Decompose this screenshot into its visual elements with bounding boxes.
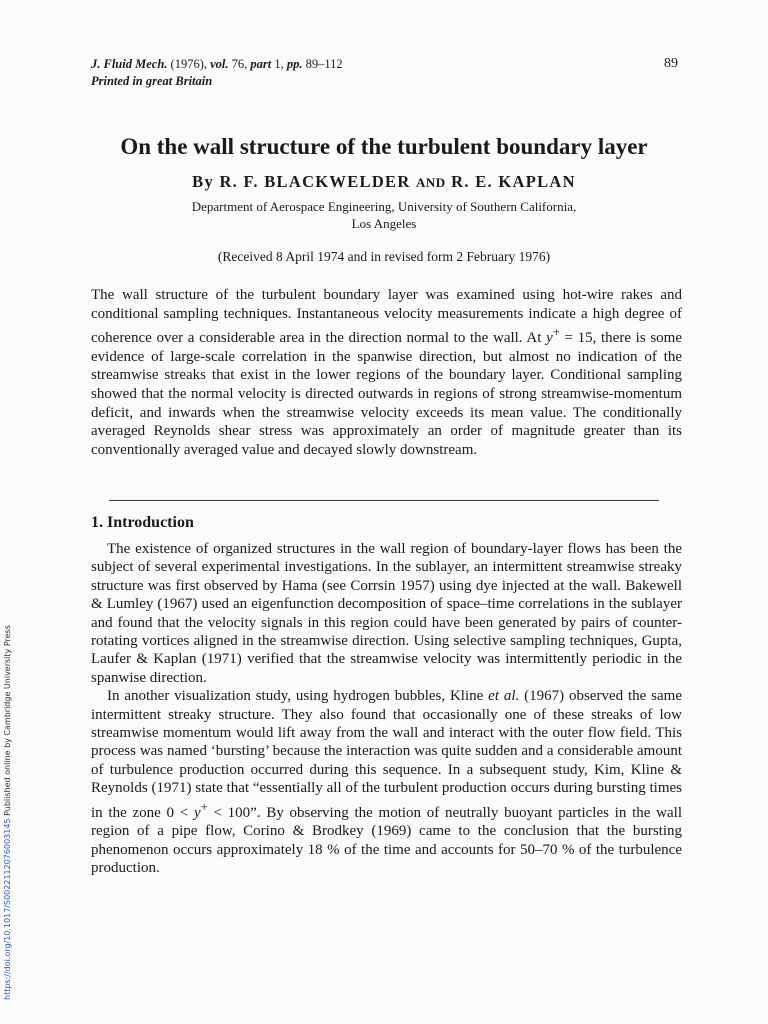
author-2: R. E. KAPLAN (451, 172, 576, 191)
affiliation-line-1: Department of Aerospace Engineering, University of Southern California, (191, 199, 577, 214)
body-text (91, 540, 682, 877)
by-label: By (192, 172, 215, 191)
paragraph-2-part-a: In another visualization study, using hydrogen bubbles, Kline (107, 688, 489, 705)
doi-side-strip (3, 625, 12, 1000)
journal-name: J. Fluid Mech. (91, 57, 168, 71)
affiliation (0, 199, 768, 232)
received-dates: (Received 8 April 1974 and in revised form 2 February 1976) (217, 249, 551, 264)
author-line (0, 172, 768, 192)
and-label: AND (416, 175, 446, 190)
author-1: R. F. BLACKWELDER (219, 172, 411, 191)
paragraph-1: The existence of organized structures in the wall region of boundary-layer flows has been the subject of several experimental investigations. In the sublayer, an intermittent streamwise streaky structure was first observed by Hama (see Corrsin 1957) using dye injected at the wall. Bakewell & Lumley (1967) used an eigenfunction decomposition of space–time correlations in the sublayer and found that the velocity signals in this region could have been generated by pairs of counter-rotating vortices aligned in the streamwise direction. Using selective sampling techniques, Gupta, Laufer & Kaplan (1971) verified that the streamwise velocity was intermittently periodic in the spanwise direction. (91, 541, 682, 686)
volume: 76, (231, 57, 248, 71)
section-divider (109, 500, 659, 501)
vol-label: vol. (210, 57, 229, 71)
abstract-yplus-sup: + (552, 325, 560, 340)
paper-title: On the wall structure of the turbulent boundary layer (120, 134, 648, 159)
section-title: Introduction (107, 514, 194, 531)
abstract-yplus: y (546, 330, 553, 347)
paragraph-2-part-b: (1967) observed the same intermittent streaky structure. They also found that occasionally one of these streaks of low streamwise momentum would lift away from the wall and interact with the outer flow field. This process was named ‘bursting’ because the interaction was quite sudden and a considerable amount of turbulence production occurred during this sequence. In a subsequent study, Kim, Kline & Reynolds (1971) state that “essentially all of the turbulent production occurs during bursting times in the zone 0 < (91, 688, 682, 821)
abstract-part-2: = 15, there is some evidence of large-scale correlation in the spanwise direction, but almost no indication of the streamwise streaks that exist in the lower regions of the boundary layer. Conditional sampling showed that the normal velocity is directed outwards in regions of strong streamwise-momentum deficit, and inwards when the streamwise velocity exceeds its mean value. The conditionally averaged Reynolds shear stress was approximately an order of magnitude greater than its conventionally averaged value and decayed slowly downstream. (91, 330, 682, 458)
part: 1, (274, 57, 284, 71)
publisher-note: Published online by Cambridge University Press (3, 625, 12, 819)
section-number: 1. (91, 514, 103, 531)
et-al: et al. (488, 688, 520, 705)
affiliation-line-2: Los Angeles (351, 215, 417, 231)
abstract-part-1: The wall structure of the turbulent boundary layer was examined using hot-wire rakes and conditional sampling techniques. Instantaneous velocity measurements indicate a high degree of coherence over a considerable area in the direction normal to the wall. At (91, 287, 682, 347)
journal-header (91, 56, 343, 90)
paragraph-2 (91, 687, 682, 877)
journal-year: (1976), (170, 57, 207, 71)
printed-line: Printed in great Britain (91, 74, 213, 88)
body-yplus-sup: + (200, 799, 208, 814)
part-label: part (250, 57, 272, 71)
citation-line (91, 56, 343, 73)
pages-label: pp. (286, 57, 303, 71)
doi-link[interactable]: https://doi.org/10.1017/S0022112076003145 (3, 818, 12, 1000)
body-yplus: y (193, 804, 201, 821)
pages: 89–112 (305, 57, 343, 71)
section-heading (91, 514, 194, 532)
paragraph-2-part-c: < 100”. By observing the motion of neutrally buoyant particles in the wall region of a pipe flow, Corino & Brodkey (1969) came to the conclusion that the bursting phenomenon occurs approximately 18 % of the time and accounts for 50–70 % of the turbulence production. (91, 804, 682, 876)
page-number: 89 (664, 56, 678, 71)
abstract (91, 286, 682, 459)
